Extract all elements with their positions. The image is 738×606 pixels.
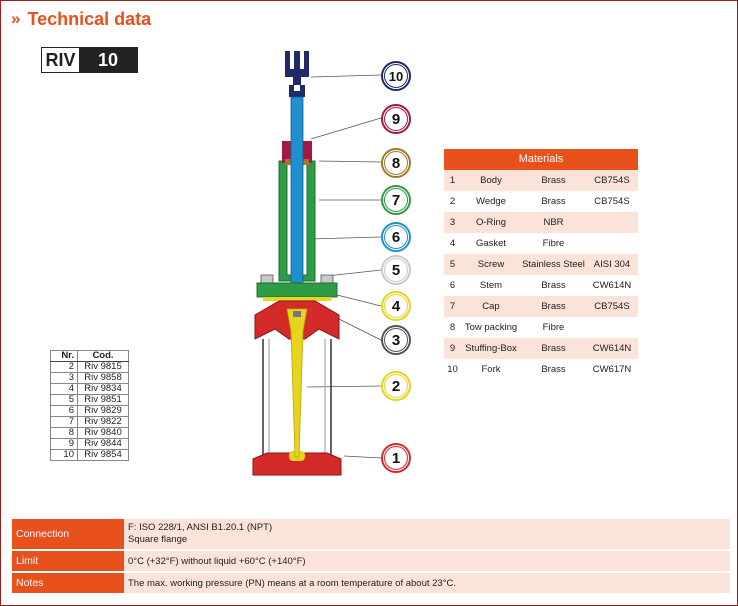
- codes-row: [51, 362, 129, 373]
- materials-row: [444, 254, 638, 275]
- callout-4: [381, 291, 411, 321]
- material-material-cell: Fibre: [542, 322, 565, 333]
- material-part-cell: O-Ring: [461, 212, 521, 233]
- material-nr-cell: 8: [449, 322, 456, 333]
- material-nr-cell: 5: [444, 254, 461, 275]
- material-nr-cell: 3: [444, 212, 461, 233]
- materials-row: [444, 233, 638, 254]
- callout-2: [381, 371, 411, 401]
- codes-row: [51, 373, 129, 384]
- material-code-cell: CW614N: [592, 280, 632, 291]
- fork-part: [285, 51, 309, 97]
- codes-nr-cell: 8: [51, 428, 78, 439]
- material-code-cell: CB754S: [586, 296, 638, 317]
- materials-table: [444, 149, 638, 380]
- spec-connection-line-2: Square flange: [128, 534, 188, 545]
- callout-8: [381, 148, 411, 178]
- callout-label: 8: [384, 151, 408, 175]
- callout-label: 5: [384, 258, 408, 282]
- codes-cod-cell: Riv 9840: [78, 428, 129, 439]
- callout-label: 7: [384, 188, 408, 212]
- material-code-cell: CW614N: [586, 338, 638, 359]
- model-badge: [41, 47, 138, 73]
- material-part-cell: Screw: [461, 254, 521, 275]
- spec-limit-label: Limit: [12, 551, 124, 571]
- callout-label: 10: [384, 64, 408, 88]
- material-part-cell: Stem: [479, 280, 503, 291]
- callout-3: [381, 325, 411, 355]
- codes-nr-cell: 2: [51, 362, 78, 373]
- material-code-cell: AISI 304: [586, 254, 638, 275]
- callout-5: [381, 255, 411, 285]
- materials-row: [444, 338, 638, 359]
- section-header: [11, 6, 151, 32]
- codes-header-nr: Nr.: [51, 351, 78, 362]
- callout-label: 1: [384, 446, 408, 470]
- spec-notes-label: Notes: [12, 573, 124, 593]
- callout-label: 2: [384, 374, 408, 398]
- material-material-cell: Brass: [521, 296, 586, 317]
- codes-nr-cell: 3: [51, 373, 78, 384]
- material-material-cell: Brass: [541, 196, 566, 207]
- materials-title: Materials: [444, 149, 638, 170]
- material-nr-cell: 6: [449, 280, 456, 291]
- codes-cod-cell: Riv 9829: [78, 406, 129, 417]
- material-code-cell: CB754S: [586, 170, 638, 191]
- materials-row: [444, 317, 638, 338]
- codes-row: [51, 406, 129, 417]
- material-part-cell: Gasket: [475, 238, 507, 249]
- material-material-cell: NBR: [521, 212, 586, 233]
- codes-row: [51, 428, 129, 439]
- materials-row: [444, 275, 638, 296]
- codes-cod-cell: Riv 9858: [78, 373, 129, 384]
- spec-notes-value: The max. working pressure (PN) means at a room temperature of about 23°C.: [124, 573, 730, 593]
- specs-table: [12, 517, 730, 595]
- material-material-cell: Brass: [541, 364, 566, 375]
- model-size: 10: [79, 48, 137, 72]
- material-material-cell: Brass: [541, 280, 566, 291]
- codes-nr-cell: 10: [51, 450, 78, 461]
- spec-limit-value: 0°C (+32°F) without liquid +60°C (+140°F): [124, 551, 730, 571]
- codes-row: [51, 384, 129, 395]
- material-part-cell: Tow packing: [464, 322, 518, 333]
- model-prefix: RIV: [42, 48, 79, 72]
- material-part-cell: Wedge: [476, 196, 506, 207]
- codes-row: [51, 417, 129, 428]
- material-code-cell: [586, 212, 638, 233]
- material-material-cell: Brass: [521, 338, 586, 359]
- codes-row: [51, 450, 129, 461]
- chevron-icon: »: [11, 9, 18, 28]
- callout-label: 3: [384, 328, 408, 352]
- material-part-cell: Cap: [461, 296, 521, 317]
- callout-1: [381, 443, 411, 473]
- material-nr-cell: 10: [447, 364, 458, 375]
- callout-label: 6: [384, 225, 408, 249]
- codes-row: [51, 395, 129, 406]
- spec-connection-value: [124, 519, 730, 549]
- codes-table: [50, 350, 129, 461]
- spec-connection-label: Connection: [12, 519, 124, 549]
- material-part-cell: Body: [461, 170, 521, 191]
- material-material-cell: Stainless Steel: [521, 254, 586, 275]
- material-code-cell: [586, 233, 638, 254]
- material-part-cell: Stuffing-Box: [461, 338, 521, 359]
- material-nr-cell: 1: [444, 170, 461, 191]
- material-material-cell: Fibre: [542, 238, 565, 249]
- codes-nr-cell: 5: [51, 395, 78, 406]
- codes-nr-cell: 4: [51, 384, 78, 395]
- callout-label: 9: [384, 107, 408, 131]
- codes-nr-cell: 9: [51, 439, 78, 450]
- callout-9: [381, 104, 411, 134]
- section-title: Technical data: [27, 8, 152, 29]
- callout-10: [381, 61, 411, 91]
- material-code-cell: CW617N: [592, 364, 632, 375]
- callout-label: 4: [384, 294, 408, 318]
- material-code-cell: [586, 317, 638, 338]
- callout-7: [381, 185, 411, 215]
- materials-row: [444, 170, 638, 191]
- material-nr-cell: 2: [449, 196, 456, 207]
- codes-nr-cell: 7: [51, 417, 78, 428]
- codes-cod-cell: Riv 9851: [78, 395, 129, 406]
- codes-nr-cell: 6: [51, 406, 78, 417]
- materials-row: [444, 359, 638, 380]
- material-nr-cell: 4: [449, 238, 456, 249]
- material-nr-cell: 9: [444, 338, 461, 359]
- material-part-cell: Fork: [481, 364, 501, 375]
- codes-header-cod: Cod.: [78, 351, 129, 362]
- codes-cod-cell: Riv 9854: [78, 450, 129, 461]
- codes-cod-cell: Riv 9844: [78, 439, 129, 450]
- spec-connection-line-1: F: ISO 228/1, ANSI B1.20.1 (NPT): [128, 522, 273, 533]
- codes-cod-cell: Riv 9822: [78, 417, 129, 428]
- codes-cod-cell: Riv 9834: [78, 384, 129, 395]
- material-nr-cell: 7: [444, 296, 461, 317]
- materials-row: [444, 296, 638, 317]
- materials-row: [444, 212, 638, 233]
- material-material-cell: Brass: [521, 170, 586, 191]
- materials-row: [444, 191, 638, 212]
- material-code-cell: CB754S: [594, 196, 630, 207]
- callout-6: [381, 222, 411, 252]
- codes-cod-cell: Riv 9815: [78, 362, 129, 373]
- codes-row: [51, 439, 129, 450]
